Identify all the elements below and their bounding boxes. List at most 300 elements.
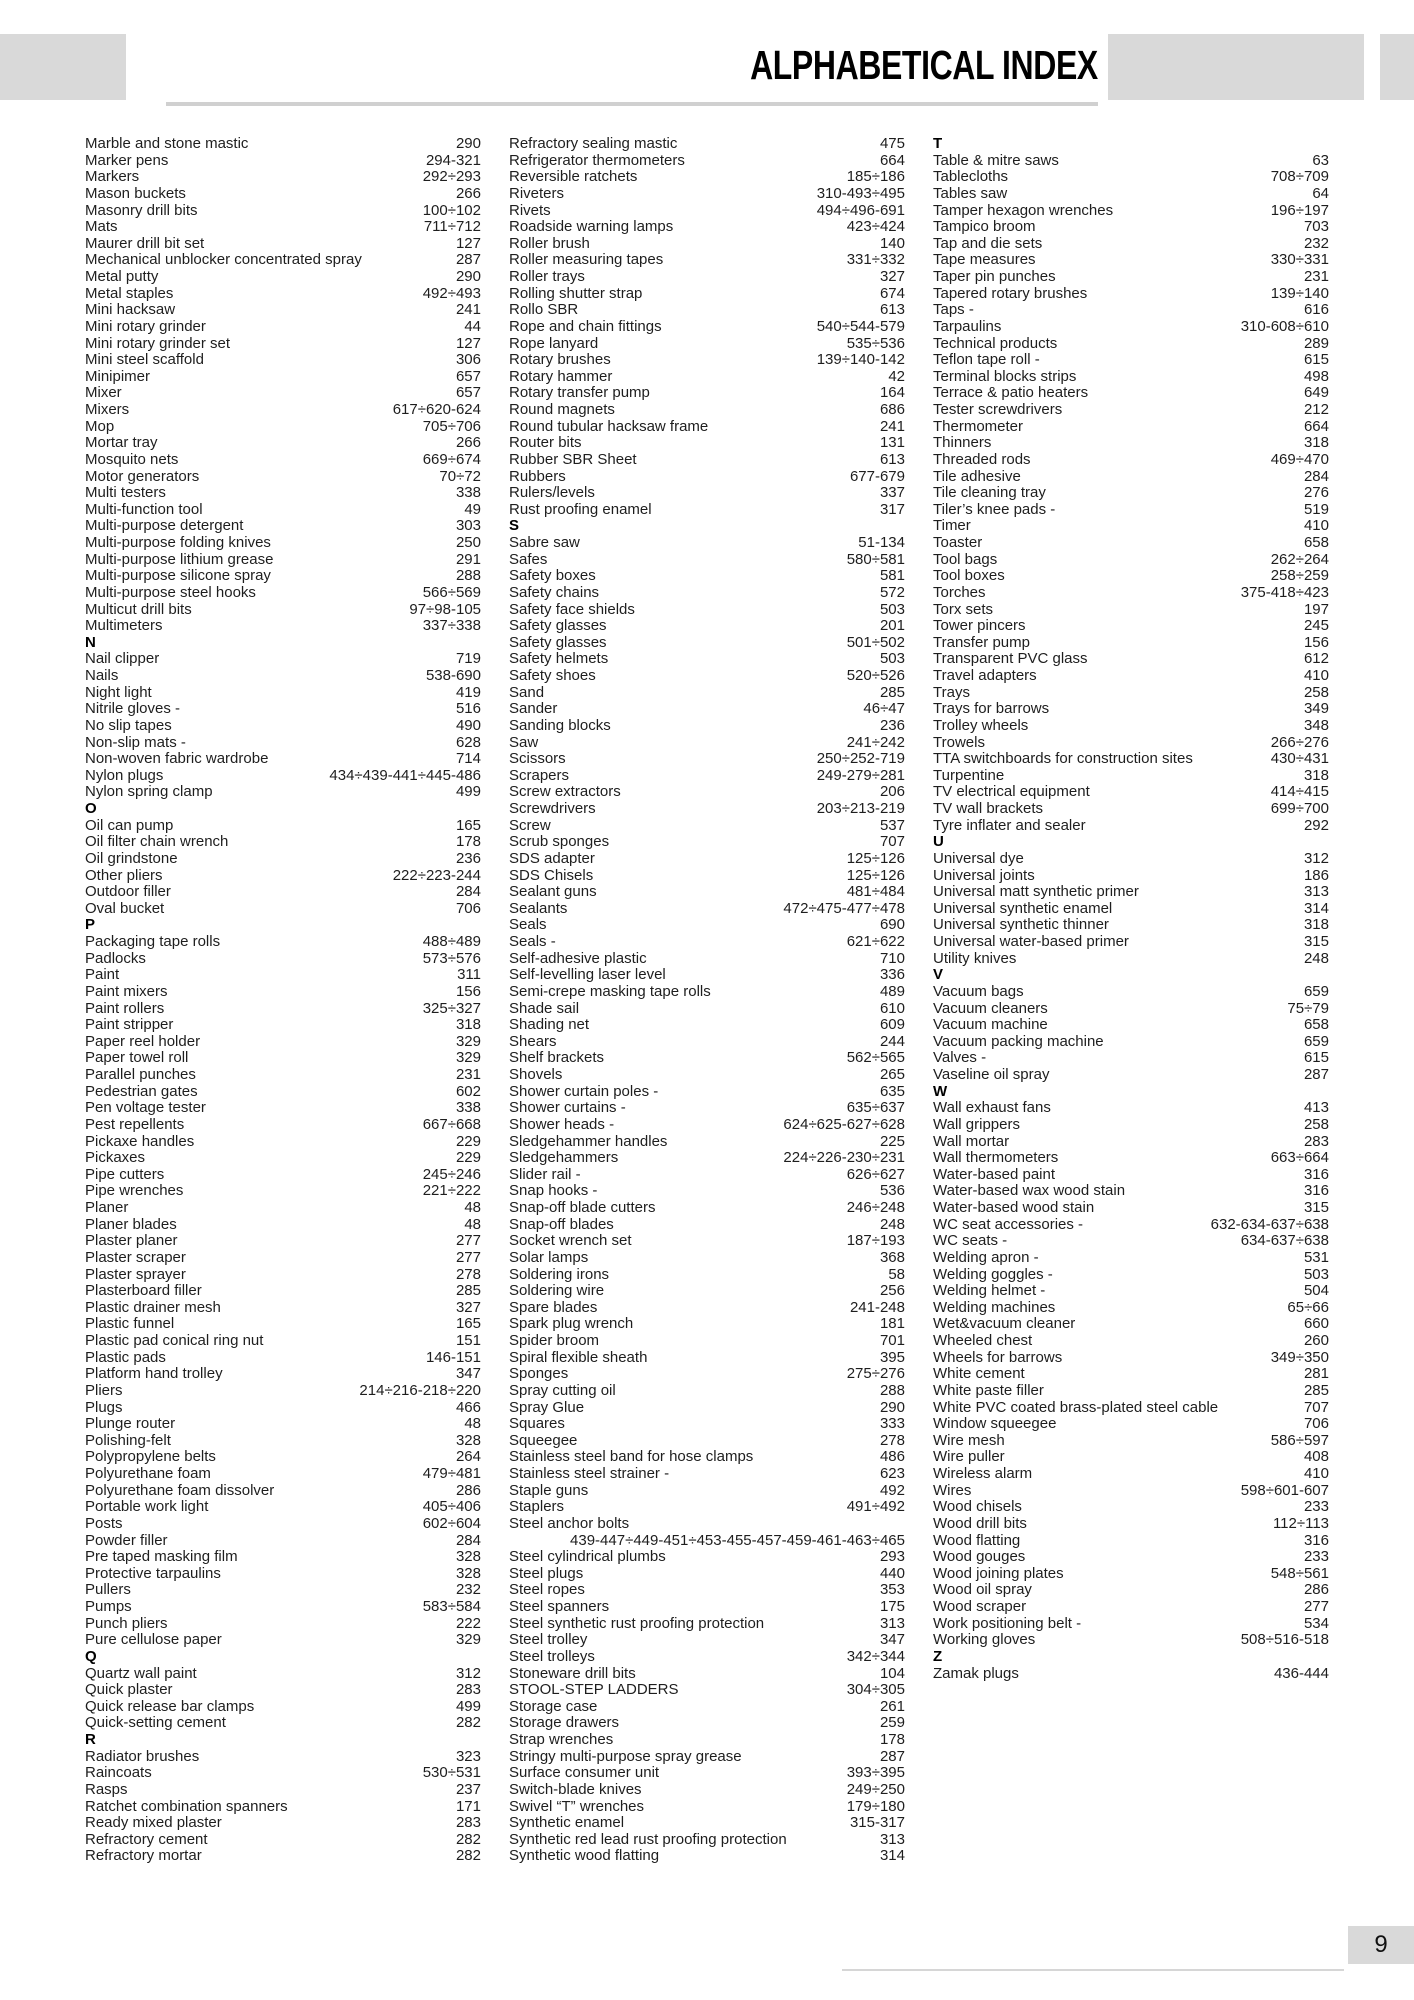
entry-pages: 285 (1303, 1381, 1329, 1399)
entry-term: Tables saw (933, 184, 1008, 202)
entry-term: Parallel punches (85, 1066, 196, 1083)
entry-pages: 318 (1303, 766, 1329, 784)
entry-term: Wall grippers (933, 1115, 1020, 1133)
entry-term: Paper reel holder (85, 1032, 201, 1050)
index-entry (509, 1117, 905, 1134)
entry-term: Round tubular hacksaw frame (509, 417, 709, 435)
entry-term: Torches (933, 583, 986, 601)
index-entry (933, 651, 1329, 668)
entry-term: Solar lamps (509, 1248, 589, 1266)
index-entry (509, 735, 905, 752)
index-entry (85, 1183, 481, 1200)
index-entry (509, 1250, 905, 1267)
entry-pages: 501÷502 (846, 633, 905, 651)
entry-pages: 535÷536 (846, 334, 905, 352)
index-entry (85, 1449, 481, 1466)
index-entry (509, 419, 905, 436)
entry-term: No slip tapes (85, 716, 172, 734)
footer-divider (842, 1969, 1344, 1971)
entry-term: Squares (509, 1415, 565, 1433)
index-entry (509, 1765, 905, 1782)
entry-term: Nylon plugs (85, 766, 164, 784)
entry-term: Zamak plugs (933, 1664, 1019, 1682)
index-entry (509, 568, 905, 585)
index-entry (85, 1599, 481, 1616)
entry-term: Safes (509, 550, 548, 568)
letter-heading: V (933, 966, 944, 984)
entry-term: Pickaxe handles (85, 1132, 195, 1150)
entry-pages: 414÷415 (1270, 783, 1329, 801)
entry-term: Reversible ratchets (509, 168, 638, 186)
index-entry (509, 1516, 905, 1533)
entry-term: Utility knives (933, 949, 1017, 967)
index-entry (85, 1848, 481, 1865)
index-entry (933, 934, 1329, 951)
entry-term: Stringy multi-purpose spray grease (509, 1747, 742, 1765)
entry-pages: 236 (455, 849, 481, 867)
entry-pages: 288 (879, 1381, 905, 1399)
letter-heading: Z (933, 1647, 943, 1665)
entry-pages: 196÷197 (1270, 201, 1329, 219)
index-entry (933, 153, 1329, 170)
entry-pages: 328 (455, 1548, 481, 1566)
entry-pages: 472÷475-477÷478 (783, 899, 905, 917)
entry-pages: 231 (1303, 268, 1329, 285)
entry-term: Mini steel scaffold (85, 351, 204, 369)
index-entry (509, 768, 905, 785)
entry-pages: 58 (888, 1265, 905, 1283)
entry-term: Powder filler (85, 1531, 168, 1549)
entry-term: Non-woven fabric wardrobe (85, 750, 269, 768)
entry-pages: 519 (1303, 500, 1329, 518)
entry-pages: 318 (1303, 434, 1329, 452)
entry-pages: 212 (1303, 401, 1329, 418)
entry-pages: 466 (455, 1398, 481, 1416)
entry-pages: 246÷248 (846, 1199, 905, 1216)
entry-pages: 224÷226-230÷231 (783, 1149, 905, 1167)
entry-pages: 492 (879, 1481, 905, 1499)
entry-pages: 283 (455, 1814, 481, 1832)
entry-pages: 703 (1303, 218, 1329, 236)
entry-pages: 245÷246 (422, 1165, 481, 1183)
entry-pages: 368 (879, 1248, 905, 1266)
entry-pages: 317 (879, 500, 905, 518)
index-entry (933, 1416, 1329, 1433)
entry-pages: 187÷193 (846, 1232, 905, 1250)
entry-term: Snap-off blades (509, 1215, 614, 1233)
entry-term: Working gloves (933, 1631, 1036, 1649)
entry-pages: 48 (464, 1199, 481, 1216)
entry-pages: 276 (1303, 484, 1329, 502)
entry-pages: 410 (1303, 517, 1329, 535)
entry-term: Multi-function tool (85, 500, 203, 518)
entry-pages: 336 (879, 966, 905, 984)
entry-term: Mosquito nets (85, 450, 179, 468)
index-entry (933, 1533, 1329, 1550)
header-decor-edge (1380, 34, 1414, 100)
entry-pages: 315 (1303, 1199, 1329, 1216)
index-entry (509, 1715, 905, 1732)
entry-pages: 313 (1303, 883, 1329, 901)
index-entry (509, 485, 905, 502)
entry-pages: 621÷622 (846, 933, 905, 950)
index-entry (933, 1350, 1329, 1367)
entry-pages: 331÷332 (846, 251, 905, 269)
index-entry (85, 252, 481, 269)
entry-pages: 598÷601-607 (1240, 1481, 1329, 1499)
entry-pages: 628 (455, 733, 481, 751)
entry-term: Plaster planer (85, 1232, 178, 1250)
entry-term: Sand (509, 683, 545, 701)
entry-pages: 540÷544-579 (816, 317, 905, 335)
entry-term: Sponges (509, 1365, 569, 1383)
entry-term: Wood joining plates (933, 1564, 1064, 1582)
index-entry (933, 236, 1329, 253)
index-entry (85, 1666, 481, 1683)
entry-pages: 498 (1303, 367, 1329, 385)
entry-pages: 284 (1303, 467, 1329, 485)
index-entry (933, 435, 1329, 452)
index-entry (85, 1200, 481, 1217)
entry-pages: 347 (455, 1365, 481, 1383)
entry-pages: 531 (1303, 1248, 1329, 1266)
entry-term: Plastic pad conical ring nut (85, 1332, 264, 1349)
index-entry (933, 701, 1329, 718)
index-entry (85, 685, 481, 702)
entry-term: Steel spanners (509, 1598, 610, 1615)
entry-term: Tile cleaning tray (933, 484, 1046, 502)
entry-pages: 222 (455, 1614, 481, 1632)
index-entry (933, 1599, 1329, 1616)
entry-term: Sanding blocks (509, 716, 611, 734)
index-entry (933, 1117, 1329, 1134)
index-entry (509, 452, 905, 469)
index-entry (933, 469, 1329, 486)
entry-pages: 707 (879, 833, 905, 851)
entry-pages: 410 (1303, 667, 1329, 684)
index-entry (85, 203, 481, 220)
entry-term: Rotary transfer pump (509, 384, 650, 402)
entry-pages: 65÷66 (1287, 1298, 1329, 1316)
index-entry (85, 568, 481, 585)
entry-pages: 139÷140 (1270, 284, 1329, 302)
entry-term: Safety glasses (509, 617, 607, 635)
index-entry (85, 818, 481, 835)
entry-term: Strap wrenches (509, 1731, 614, 1748)
letter-heading: P (85, 916, 96, 934)
entry-pages: 408 (1303, 1448, 1329, 1466)
index-entry (509, 1433, 905, 1450)
entry-pages: 624÷625-627÷628 (783, 1115, 905, 1133)
index-entry (85, 1100, 481, 1117)
entry-term: Rollo SBR (509, 301, 579, 319)
index-entry (509, 1167, 905, 1184)
index-entry (509, 302, 905, 319)
entry-pages: 609 (879, 1016, 905, 1034)
entry-term: Rope and chain fittings (509, 317, 662, 335)
index-entry (85, 552, 481, 569)
entry-term: Protective tarpaulins (85, 1564, 221, 1582)
index-entry (933, 1582, 1329, 1599)
entry-term: Rotary brushes (509, 351, 611, 369)
entry-pages: 266 (455, 184, 481, 202)
index-entry (933, 1433, 1329, 1450)
entry-pages: 626÷627 (846, 1165, 905, 1183)
entry-pages: 349÷350 (1270, 1348, 1329, 1366)
entry-term: Valves - (933, 1049, 987, 1067)
entry-term: Synthetic enamel (509, 1814, 625, 1832)
entry-pages: 572 (879, 583, 905, 601)
letter-heading: R (85, 1731, 96, 1748)
index-entry (933, 319, 1329, 336)
entry-pages: 434÷439-441÷445-486 (329, 766, 481, 784)
entry-pages: 181 (879, 1315, 905, 1333)
entry-pages: 285 (879, 683, 905, 701)
entry-term: Timer (933, 517, 971, 535)
entry-term: Refractory sealing mastic (509, 135, 678, 152)
index-entry (509, 1699, 905, 1716)
index-entry (509, 502, 905, 519)
entry-pages: 127 (455, 334, 481, 352)
entry-term: STOOL-STEP LADDERS (509, 1681, 679, 1699)
entry-pages: 613 (879, 450, 905, 468)
index-entry (509, 1666, 905, 1683)
entry-term: Socket wrench set (509, 1232, 632, 1250)
entry-pages: 258 (1303, 683, 1329, 701)
index-entry (933, 585, 1329, 602)
entry-pages: 660 (1303, 1315, 1329, 1333)
entry-term: TV electrical equipment (933, 783, 1090, 801)
entry-pages: 329 (455, 1631, 481, 1649)
entry-pages: 711÷712 (423, 218, 481, 236)
index-entry (509, 818, 905, 835)
index-entry (85, 336, 481, 353)
entry-term: Soldering irons (509, 1265, 610, 1283)
entry-pages: 294-321 (425, 151, 481, 169)
index-entry (509, 868, 905, 885)
entry-pages: 221÷222 (422, 1182, 481, 1200)
entry-pages: 674 (879, 284, 905, 302)
entry-term: Rubber SBR Sheet (509, 450, 637, 468)
entry-term: Roller brush (509, 234, 590, 252)
entry-pages: 375-418÷423 (1240, 583, 1329, 601)
index-entry (509, 1017, 905, 1034)
letter-heading: N (85, 633, 96, 651)
entry-term: Posts (85, 1514, 123, 1532)
entry-pages: 48 (464, 1415, 481, 1433)
entry-term: Spark plug wrench (509, 1315, 634, 1333)
entry-pages: 316 (1303, 1182, 1329, 1200)
header-decor-right (1108, 34, 1364, 100)
entry-pages: 313 (879, 1830, 905, 1848)
entry-term: Minipimer (85, 367, 151, 385)
entry-term: Snap hooks - (509, 1182, 598, 1200)
index-entry (85, 1267, 481, 1284)
entry-term: Universal matt synthetic primer (933, 883, 1139, 901)
entry-pages: 185÷186 (846, 168, 905, 186)
entry-pages: 125÷126 (846, 866, 905, 884)
entry-pages: 310-493÷495 (816, 184, 905, 202)
index-entry (85, 868, 481, 885)
index-entry (85, 1715, 481, 1732)
entry-term: Spider broom (509, 1332, 600, 1349)
entry-term: Universal dye (933, 849, 1024, 867)
index-entry (933, 1383, 1329, 1400)
entry-term: Mop (85, 417, 115, 435)
entry-term: TTA switchboards for construction sites (933, 750, 1193, 768)
index-entry (933, 352, 1329, 369)
index-entry (509, 286, 905, 303)
index-entry (933, 1300, 1329, 1317)
entry-pages: 233 (1303, 1548, 1329, 1566)
index-entry (85, 219, 481, 236)
entry-pages: 635 (879, 1082, 905, 1100)
index-entry (933, 1134, 1329, 1151)
entry-term: Safety helmets (509, 650, 609, 668)
entry-term: Transfer pump (933, 633, 1030, 651)
index-entry (933, 1449, 1329, 1466)
entry-pages: 479÷481 (422, 1465, 481, 1482)
entry-pages: 186 (1303, 866, 1329, 884)
index-entry (933, 535, 1329, 552)
entry-term: Water-based wax wood stain (933, 1182, 1126, 1200)
entry-term: TV wall brackets (933, 800, 1044, 817)
index-entry (933, 1566, 1329, 1583)
index-entry (509, 469, 905, 486)
entry-pages: 131 (879, 434, 905, 452)
index-entry (509, 1100, 905, 1117)
index-entry (933, 1267, 1329, 1284)
entry-pages: 201 (879, 617, 905, 635)
entry-pages: 649 (1303, 384, 1329, 402)
index-entry (85, 1167, 481, 1184)
entry-pages: 241 (455, 301, 481, 319)
index-entry (509, 834, 905, 851)
entry-pages: 481÷484 (846, 883, 905, 901)
entry-pages: 100÷102 (422, 201, 481, 219)
index-entry (85, 452, 481, 469)
index-entry (933, 269, 1329, 286)
entry-pages: 664 (1303, 417, 1329, 435)
entry-pages: 423÷424 (846, 218, 905, 236)
index-entry (85, 1516, 481, 1533)
entry-term: Wall exhaust fans (933, 1099, 1051, 1117)
entry-pages: 342÷344 (846, 1647, 905, 1665)
entry-term: Tool boxes (933, 567, 1005, 585)
entry-term: Vacuum machine (933, 1016, 1048, 1034)
index-entry (933, 1666, 1329, 1683)
entry-term: Non-slip mats - (85, 733, 186, 751)
entry-pages: 289 (1303, 334, 1329, 352)
entry-pages: 657 (455, 384, 481, 402)
entry-term: Pure cellulose paper (85, 1631, 222, 1649)
index-entry (85, 352, 481, 369)
entry-pages: 530÷531 (422, 1764, 481, 1782)
index-entry (509, 1815, 905, 1832)
index-entry (509, 1333, 905, 1350)
entry-pages: 164 (879, 384, 905, 402)
index-entry (85, 967, 481, 984)
entry-term: Wire mesh (933, 1431, 1005, 1449)
index-entry (509, 1050, 905, 1067)
entry-term: Trolley wheels (933, 716, 1029, 734)
entry-pages: 489 (879, 982, 905, 1000)
entry-pages: 232 (1303, 234, 1329, 252)
index-entry (509, 784, 905, 801)
entry-pages: 318 (455, 1016, 481, 1034)
index-column-3 (933, 136, 1329, 1682)
entry-pages: 125÷126 (846, 849, 905, 867)
entry-term: Travel adapters (933, 667, 1037, 684)
index-entry (933, 286, 1329, 303)
index-entry (85, 1832, 481, 1849)
index-entry (933, 868, 1329, 885)
index-entry (509, 718, 905, 735)
index-entry (85, 1084, 481, 1101)
entry-pages: 214÷216-218÷220 (359, 1381, 481, 1399)
entry-pages: 707 (1303, 1398, 1329, 1416)
index-entry (933, 1050, 1329, 1067)
entry-term: Router bits (509, 434, 582, 452)
entry-term: Portable work light (85, 1498, 209, 1516)
entry-pages: 338 (455, 1099, 481, 1117)
index-entry (85, 1815, 481, 1832)
index-entry (509, 651, 905, 668)
entry-term: Vaseline oil spray (933, 1066, 1050, 1083)
index-entry (933, 984, 1329, 1001)
entry-pages: 690 (879, 916, 905, 934)
entry-pages: 583÷584 (422, 1598, 481, 1615)
entry-pages: 503 (1303, 1265, 1329, 1283)
index-entry (933, 385, 1329, 402)
entry-pages: 283 (455, 1681, 481, 1699)
index-entry (933, 1017, 1329, 1034)
entry-term: Staplers (509, 1498, 565, 1516)
index-entry (933, 735, 1329, 752)
index-entry (509, 1549, 905, 1566)
entry-pages: 617÷620-624 (392, 401, 481, 418)
entry-term: Motor generators (85, 467, 200, 485)
entry-term: Sabre saw (509, 534, 580, 551)
entry-term: Planer (85, 1199, 129, 1216)
entry-pages: 602 (455, 1082, 481, 1100)
entry-pages: 548÷561 (1270, 1564, 1329, 1582)
entry-term: Tile adhesive (933, 467, 1021, 485)
index-entry (509, 1582, 905, 1599)
entry-pages: 104 (879, 1664, 905, 1682)
letter-heading: W (933, 1082, 948, 1100)
entry-pages: 314 (1303, 899, 1329, 917)
entry-pages: 304÷305 (846, 1681, 905, 1699)
entry-pages: 615 (1303, 1049, 1329, 1067)
entry-pages: 264 (455, 1448, 481, 1466)
index-entry (509, 602, 905, 619)
entry-term: Tampico broom (933, 218, 1036, 236)
entry-pages: 536 (879, 1182, 905, 1200)
entry-term: Safety chains (509, 583, 600, 601)
index-entry (85, 186, 481, 203)
entry-term: Refractory mortar (85, 1847, 202, 1865)
entry-pages: 151 (455, 1332, 481, 1349)
entry-term: Oil filter chain wrench (85, 833, 229, 851)
entry-term: Ratchet combination spanners (85, 1797, 288, 1815)
entry-pages: 534 (1303, 1614, 1329, 1632)
entry-term: Terminal blocks strips (933, 367, 1077, 385)
entry-pages: 46÷47 (863, 700, 905, 718)
entry-term: Squeegee (509, 1431, 578, 1449)
entry-pages: 348 (1303, 716, 1329, 734)
entry-term: Safety face shields (509, 600, 635, 618)
